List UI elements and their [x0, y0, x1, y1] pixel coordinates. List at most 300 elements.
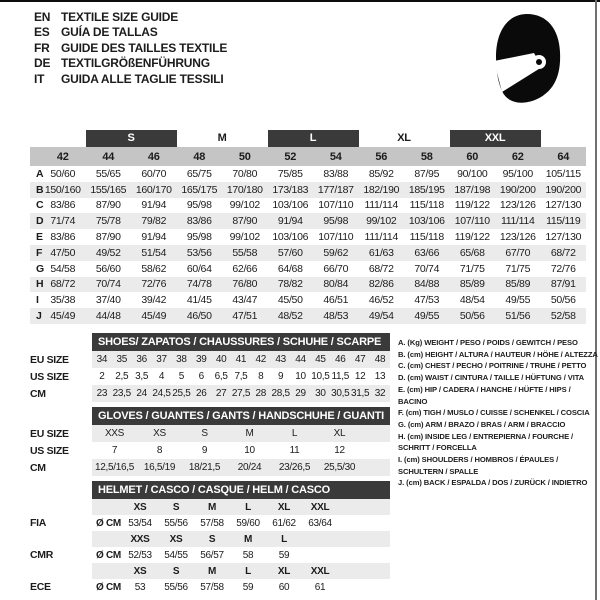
- size-header-cell: 56: [375, 150, 388, 163]
- helmet-size-header-row: [30, 563, 390, 579]
- table-cell: 30: [315, 388, 326, 399]
- helmet-size-header-row: [30, 531, 390, 547]
- helmet-size-cell: L: [245, 565, 251, 577]
- table-cell: S: [201, 428, 208, 439]
- table-cell: 91/94: [141, 199, 167, 212]
- gloves-table: [30, 407, 390, 476]
- table-cell: 47/50: [50, 246, 76, 259]
- table-cell: 87/90: [95, 199, 121, 212]
- table-cell: 87/90: [95, 231, 121, 244]
- table-cell: 46/52: [368, 294, 394, 307]
- table-cell: 48/52: [277, 310, 303, 323]
- table-cell: 107/110: [318, 231, 354, 244]
- language-row: [34, 9, 227, 25]
- table-cell: 10,5: [311, 371, 330, 382]
- table-row: [30, 308, 586, 324]
- table-cell: 39: [195, 354, 207, 365]
- table-cell: 87/91: [550, 278, 576, 291]
- table-cell: M: [245, 428, 254, 439]
- diameter-unit-label: Ø CM: [96, 549, 121, 561]
- table-cell: 20/24: [237, 462, 262, 473]
- table-cell: 32: [374, 388, 386, 399]
- table-cell: 11,5: [331, 371, 349, 382]
- table-cell: 27,5: [231, 388, 251, 399]
- shoes-title: SHOES/ ZAPATOS / CHAUSSURES / SCHUHE / SCARPE: [92, 333, 390, 351]
- row-label: CM: [30, 387, 46, 400]
- table-cell: 83/86: [50, 199, 76, 212]
- legend-item: G. (cm) ARM / BRAZO / BRAS / ARM / BRACCIO: [398, 419, 566, 429]
- table-cell: 84/88: [414, 278, 440, 291]
- table-cell: 61/63: [368, 246, 394, 259]
- size-header-cell: 42: [56, 150, 69, 163]
- table-cell: 56/60: [95, 262, 121, 275]
- table-cell: 24,5: [152, 388, 171, 399]
- table-cell: 72/76: [141, 278, 167, 291]
- table-cell: 40: [215, 354, 227, 365]
- table-cell: 99/102: [229, 199, 260, 212]
- table-cell: 7: [111, 445, 118, 456]
- measurement-legend: [398, 337, 598, 489]
- table-cell: 155/165: [90, 183, 127, 196]
- table-cell: 95/98: [186, 231, 212, 244]
- table-cell: 41/45: [186, 294, 212, 307]
- row-cells: [92, 563, 390, 579]
- language-row: [34, 40, 227, 56]
- guide-title: GUÍA DE TALLAS: [61, 25, 158, 40]
- legend-item: H. (cm) INSIDE LEG / ENTREPIERNA / FOURCHE / SCHRITT / FORCELLA: [398, 431, 574, 453]
- helmet-size-cell: XXL: [310, 565, 330, 577]
- table-row: [30, 245, 586, 261]
- row-cells: [92, 531, 390, 547]
- helmet-size-cell: L: [245, 501, 251, 513]
- table-cell: 56/57: [200, 549, 224, 561]
- table-cell: 85/89: [459, 278, 485, 291]
- table-cell: 44/48: [95, 310, 121, 323]
- table-cell: 3,5: [135, 371, 149, 382]
- table-cell: 60/64: [186, 262, 212, 275]
- table-cell: 80/84: [323, 278, 349, 291]
- table-cell: 115/118: [409, 231, 444, 244]
- table-cell: 37: [156, 354, 167, 365]
- table-cell: 45/49: [50, 310, 76, 323]
- table-row: [30, 368, 390, 385]
- helmet-icon: [489, 12, 565, 109]
- row-letter: I: [36, 294, 39, 307]
- row-label: EU SIZE: [30, 353, 69, 366]
- table-cell: 127/130: [545, 199, 582, 212]
- row-letter: J: [36, 310, 42, 323]
- row-letter: D: [36, 215, 44, 228]
- table-cell: 68/72: [50, 278, 76, 291]
- size-group-s: S: [86, 130, 177, 147]
- table-cell: 61/62: [272, 517, 296, 529]
- table-cell: 57/60: [277, 246, 303, 259]
- table-cell: 12: [354, 371, 366, 382]
- table-cell: 12: [334, 445, 345, 456]
- table-cell: 99/102: [229, 231, 260, 244]
- size-header-cell: 64: [557, 150, 570, 163]
- row-cells: [92, 368, 390, 385]
- table-cell: 46/50: [186, 310, 212, 323]
- table-cell: 10: [295, 371, 306, 382]
- row-letter: E: [36, 231, 43, 244]
- language-code: IT: [34, 71, 45, 86]
- legend-item: C. (cm) CHEST / PECHO / POITRINE / TRUHE / PETTO: [398, 361, 587, 371]
- table-cell: 47/51: [232, 310, 258, 323]
- size-header-cell: 58: [420, 150, 433, 163]
- table-cell: 45: [315, 354, 326, 365]
- helmet-size-cell: M: [243, 533, 253, 545]
- gloves-title: GLOVES / GUANTES / GANTS / HANDSCHUHE / GUANTI: [92, 407, 390, 425]
- table-cell: 150/160: [44, 183, 81, 196]
- table-cell: 60/70: [141, 167, 167, 180]
- helmet-size-cell: XS: [133, 565, 147, 577]
- row-letter: A: [36, 167, 44, 180]
- row-cells: [92, 459, 390, 476]
- guide-title: TEXTILGRÖßENFÜHRUNG: [61, 56, 210, 71]
- table-cell: 95/100: [502, 167, 533, 180]
- row-label: US SIZE: [30, 444, 69, 457]
- table-cell: 52/53: [128, 549, 152, 561]
- table-cell: 36: [136, 354, 147, 365]
- table-cell: 16,5/19: [143, 462, 176, 473]
- table-cell: 28,5: [271, 388, 290, 399]
- table-cell: 9: [201, 445, 208, 456]
- table-cell: 48: [374, 354, 386, 365]
- table-cell: XXS: [104, 428, 125, 439]
- row-label: US SIZE: [30, 370, 69, 383]
- table-row: [30, 277, 586, 293]
- table-cell: 119/122: [454, 199, 490, 212]
- row-letter: B: [36, 183, 44, 196]
- table-cell: 9: [278, 371, 284, 382]
- table-cell: 72/76: [550, 262, 576, 275]
- helmet-size-cell: M: [207, 565, 217, 577]
- table-cell: 187/198: [454, 183, 491, 196]
- table-cell: 53: [134, 581, 146, 593]
- size-header-cell: 52: [284, 150, 297, 163]
- table-cell: 23: [96, 388, 108, 399]
- table-cell: 43: [275, 354, 286, 365]
- table-cell: 61: [314, 581, 326, 593]
- table-cell: 48/54: [459, 294, 485, 307]
- size-group-row: [30, 128, 586, 147]
- table-cell: 62/66: [232, 262, 258, 275]
- table-cell: 71/75: [459, 262, 485, 275]
- table-cell: 27: [215, 388, 227, 399]
- table-cell: 103/106: [272, 231, 309, 244]
- table-cell: 170/180: [226, 183, 263, 196]
- table-cell: 10: [244, 445, 255, 456]
- size-group-m: M: [217, 132, 227, 144]
- table-cell: 60: [278, 581, 290, 593]
- legend-item: J. (cm) BACK / ESPALDA / DOS / ZURÜCK / INDIETRO: [398, 478, 588, 488]
- table-cell: 78/82: [277, 278, 303, 291]
- table-cell: 2,5: [115, 371, 129, 382]
- row-letter: G: [36, 262, 44, 275]
- table-cell: 8: [156, 445, 163, 456]
- language-code: FR: [34, 40, 50, 55]
- table-cell: 53/56: [186, 246, 212, 259]
- table-cell: 91/94: [277, 215, 303, 228]
- size-header-cell: 60: [466, 150, 479, 163]
- size-header-cell: 44: [102, 150, 115, 163]
- table-cell: 127/130: [545, 231, 582, 244]
- table-cell: 95/98: [323, 215, 349, 228]
- table-cell: XL: [333, 428, 346, 439]
- row-label: EU SIZE: [30, 427, 69, 440]
- language-row: [34, 56, 227, 72]
- table-row: [30, 229, 586, 245]
- table-cell: 5: [178, 371, 184, 382]
- standard-label: FIA: [30, 517, 47, 529]
- table-cell: 23,5: [112, 388, 131, 399]
- size-header-cell: 50: [238, 150, 251, 163]
- table-cell: 70/74: [95, 278, 121, 291]
- table-cell: 7,5: [234, 371, 248, 382]
- table-cell: 83/86: [50, 231, 76, 244]
- table-cell: 65/68: [459, 246, 485, 259]
- table-cell: 52/58: [550, 310, 576, 323]
- row-letter: C: [36, 199, 44, 212]
- table-cell: 30,5: [331, 388, 350, 399]
- guide-title: TEXTILE SIZE GUIDE: [61, 9, 179, 24]
- table-cell: 160/170: [135, 183, 172, 196]
- table-cell: 85/89: [505, 278, 531, 291]
- table-cell: 85/92: [368, 167, 394, 180]
- legend-item: F. (cm) TIGH / MUSLO / CUISSE / SCHENKEL / COSCIA: [398, 408, 590, 418]
- table-cell: 55/56: [164, 517, 188, 529]
- table-cell: 70/74: [414, 262, 440, 275]
- table-cell: 59: [278, 549, 290, 561]
- table-cell: 83/86: [186, 215, 212, 228]
- table-cell: 57/58: [200, 581, 224, 593]
- table-cell: 190/200: [545, 183, 582, 196]
- table-cell: 41: [235, 354, 247, 365]
- helmet-size-cell: S: [172, 501, 180, 513]
- table-row: [30, 425, 390, 442]
- size-group-xl: XL: [397, 132, 411, 144]
- row-cells: [92, 515, 390, 531]
- table-cell: 66/70: [323, 262, 349, 275]
- diameter-unit-label: Ø CM: [96, 517, 121, 529]
- table-cell: 58/62: [141, 262, 167, 275]
- table-cell: 79/82: [141, 215, 167, 228]
- table-cell: 165/175: [181, 183, 218, 196]
- table-row: [30, 442, 390, 459]
- table-cell: 111/114: [364, 231, 399, 244]
- helmet-value-row: [30, 579, 390, 595]
- table-cell: 111/114: [500, 215, 535, 228]
- table-cell: 38: [176, 354, 187, 365]
- size-header-row: [30, 147, 586, 166]
- language-row: [34, 71, 227, 87]
- table-row: [30, 182, 586, 198]
- legend-item: I. (cm) SHOULDERS / HOMBROS / ÉPAULES / SCHULTERN / SPALLE: [398, 455, 559, 476]
- language-title-list: [34, 9, 227, 87]
- table-cell: 87/90: [232, 215, 258, 228]
- table-cell: 12,5/16,5: [94, 462, 134, 473]
- table-cell: 70/80: [232, 167, 258, 180]
- table-row: [30, 213, 586, 229]
- table-cell: 74/78: [186, 278, 212, 291]
- table-row: [30, 166, 586, 182]
- helmet-size-cell: XL: [277, 565, 291, 577]
- table-cell: 47: [354, 354, 366, 365]
- legend-item: E. (cm) HIP / CADERA / HANCHE / HÜFTE / HIPS / BACINO: [398, 384, 571, 406]
- table-cell: 25,5: [172, 388, 191, 399]
- table-cell: 95/98: [186, 199, 212, 212]
- table-cell: 115/119: [546, 215, 581, 228]
- table-cell: 4: [158, 371, 165, 382]
- table-cell: 83/88: [323, 167, 349, 180]
- table-cell: 57/58: [200, 517, 224, 529]
- table-cell: 50/56: [459, 310, 485, 323]
- table-cell: 59: [242, 581, 254, 593]
- table-cell: 24: [136, 388, 147, 399]
- table-cell: 65/75: [186, 167, 212, 180]
- helmet-value-row: [30, 515, 390, 531]
- table-cell: 8: [258, 371, 264, 382]
- helmet-size-cell: M: [207, 501, 217, 513]
- table-cell: 55/65: [95, 167, 121, 180]
- row-cells: [92, 385, 390, 402]
- table-cell: 71/75: [505, 262, 531, 275]
- table-cell: 6,5: [214, 371, 228, 382]
- legend-item: B. (cm) HEIGHT / ALTURA / HAUTEUR / HÖHE / ALTEZZA: [398, 349, 598, 359]
- table-cell: 43/47: [232, 294, 258, 307]
- helmet-size-cell: XXL: [310, 501, 330, 513]
- table-cell: 75/85: [277, 167, 303, 180]
- table-cell: 82/86: [368, 278, 394, 291]
- row-letter: H: [36, 278, 44, 291]
- table-cell: 59/60: [236, 517, 260, 529]
- helmet-table: [30, 481, 390, 595]
- helmet-title: HELMET / CASCO / CASQUE / HELM / CASCO: [92, 481, 390, 499]
- row-cells: [92, 547, 390, 563]
- helmet-size-cell: S: [208, 533, 216, 545]
- legend-item: D. (cm) WAIST / CINTURA / TAILLE / HÜFTUNG / VITA: [398, 373, 585, 383]
- helmet-size-cell: XXS: [130, 533, 150, 545]
- table-cell: 76/80: [232, 278, 258, 291]
- helmet-value-row: [30, 547, 390, 563]
- table-cell: 51/54: [141, 246, 167, 259]
- textile-size-table: [30, 128, 586, 324]
- table-cell: 68/72: [550, 246, 576, 259]
- row-cells: [92, 351, 390, 368]
- table-row: [30, 459, 390, 476]
- size-header-cell: 48: [193, 150, 206, 163]
- table-cell: 51/56: [505, 310, 531, 323]
- size-header-cell: 46: [147, 150, 160, 163]
- table-cell: 99/102: [366, 215, 397, 228]
- measurement-rows: [30, 166, 586, 324]
- table-cell: 111/114: [364, 199, 399, 212]
- table-cell: 48/53: [323, 310, 349, 323]
- table-cell: 50/60: [50, 167, 76, 180]
- table-cell: 49/54: [368, 310, 394, 323]
- size-header-cell: 54: [329, 150, 342, 163]
- table-cell: 28: [255, 388, 267, 399]
- table-cell: 173/183: [272, 183, 309, 196]
- table-cell: 2: [99, 371, 105, 382]
- table-row: [30, 292, 586, 308]
- table-cell: 46/51: [323, 294, 349, 307]
- table-cell: 59/62: [323, 246, 349, 259]
- table-cell: 35: [116, 354, 128, 365]
- table-cell: 185/195: [408, 183, 445, 196]
- row-cells: [92, 442, 390, 459]
- table-cell: 11: [289, 445, 300, 456]
- table-cell: 37/40: [95, 294, 121, 307]
- page-top-border: [0, 0, 600, 2]
- language-code: DE: [34, 56, 51, 71]
- size-header-cell: 62: [511, 150, 524, 163]
- row-cells: [92, 499, 390, 515]
- helmet-size-header-row: [30, 499, 390, 515]
- helmet-size-cell: XS: [169, 533, 183, 545]
- table-cell: 49/55: [414, 310, 440, 323]
- table-cell: 55/58: [232, 246, 258, 259]
- table-cell: 53/54: [128, 517, 152, 529]
- table-cell: 26: [195, 388, 207, 399]
- table-cell: 123/126: [499, 199, 536, 212]
- table-cell: 123/126: [499, 231, 536, 244]
- table-cell: 107/110: [318, 199, 354, 212]
- language-code: ES: [34, 25, 50, 40]
- table-cell: 182/190: [363, 183, 400, 196]
- helmet-size-cell: XS: [133, 501, 147, 513]
- table-cell: 45/49: [141, 310, 167, 323]
- table-cell: 29: [295, 388, 306, 399]
- table-cell: 103/106: [272, 199, 309, 212]
- table-cell: 107/110: [454, 215, 490, 228]
- size-group-l: L: [268, 130, 359, 147]
- table-cell: 35/38: [50, 294, 76, 307]
- table-cell: 55/56: [164, 581, 188, 593]
- table-cell: 6: [198, 371, 204, 382]
- language-row: [34, 25, 227, 41]
- page-right-border: [595, 0, 597, 600]
- table-cell: 42: [255, 354, 267, 365]
- table-cell: 49/52: [95, 246, 121, 259]
- standard-label: ECE: [30, 581, 51, 593]
- table-cell: 190/200: [499, 183, 536, 196]
- table-cell: 63/64: [308, 517, 332, 529]
- table-cell: 44: [295, 354, 306, 365]
- row-cells: [92, 579, 390, 595]
- standard-label: CMR: [30, 549, 54, 561]
- guide-title: GUIDA ALLE TAGLIE TESSILI: [61, 71, 224, 86]
- table-cell: 49/55: [505, 294, 531, 307]
- table-cell: 67/70: [505, 246, 531, 259]
- table-cell: 103/106: [408, 215, 445, 228]
- table-cell: 58: [242, 549, 254, 561]
- table-cell: 25,5/30: [323, 462, 356, 473]
- table-cell: XS: [153, 428, 166, 439]
- table-row: [30, 198, 586, 214]
- table-cell: 64/68: [277, 262, 303, 275]
- table-row: [30, 261, 586, 277]
- row-letter: F: [36, 246, 43, 259]
- legend-item: A. (Kg) WEIGHT / PESO / POIDS / GEWITCH / PESO: [398, 338, 578, 347]
- guide-title: GUIDE DES TAILLES TEXTILE: [61, 40, 228, 55]
- table-cell: L: [291, 428, 298, 439]
- row-cells: [92, 425, 390, 442]
- table-cell: 91/94: [141, 231, 167, 244]
- table-cell: 71/74: [50, 215, 76, 228]
- table-cell: 105/115: [545, 167, 581, 180]
